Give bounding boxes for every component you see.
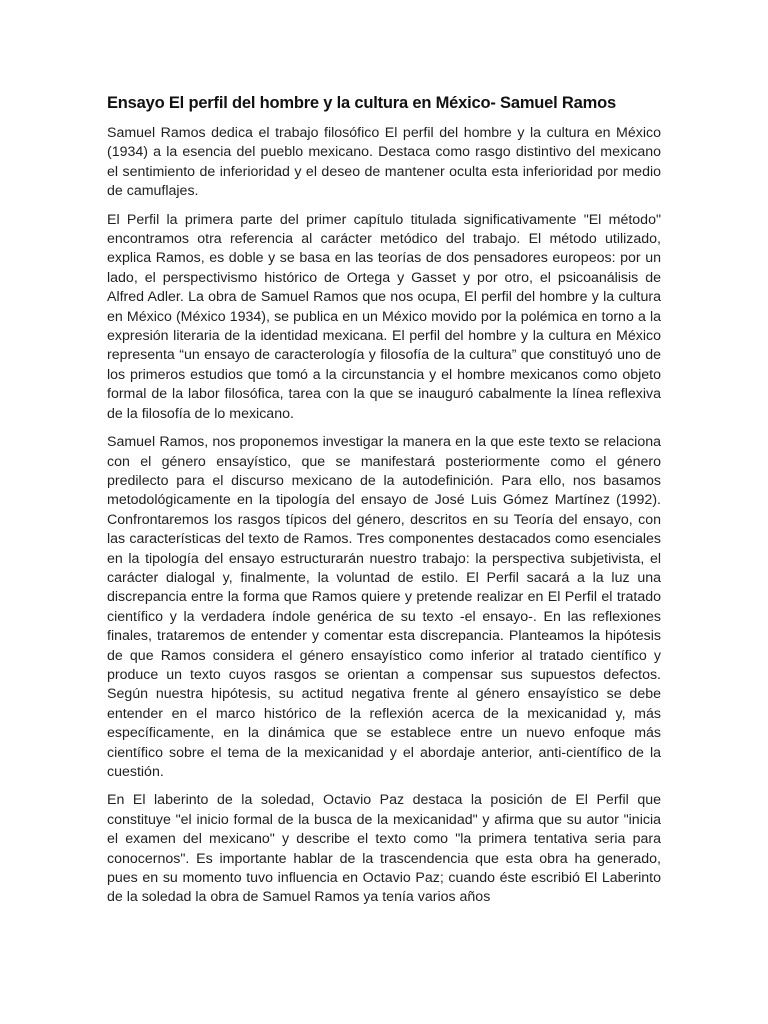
paragraph-octavio-paz: En El laberinto de la soledad, Octavio Paz destaca la posición de El Perfil que constituye "el inicio formal de la busca de la mexicanidad" y afirma que su autor "inicia el examen del mexicano" y describe el texto como "la primera tentativa seria para conocernos". Es importante hablar de la trascendencia que esta obra ha generado, pues en su momento tuvo influencia en Octavio Paz; cuando éste escribió El Laberinto de la soledad la obra de Samuel Ramos ya tenía varios años	[107, 792, 661, 906]
paragraph-intro: Samuel Ramos dedica el trabajo filosófico El perfil del hombre y la cultura en México (1934) a la esencia del pueblo mexicano. Destaca como rasgo distintivo del mexicano el sentimiento de inferioridad y el deseo de mantener oculta esta inferioridad por medio de camuflajes.	[107, 125, 661, 200]
paragraph-method: El Perfil la primera parte del primer capítulo titulada significativamente "El método" encontramos otra referencia al carácter metódico del trabajo. El método utilizado, explica Ramos, es doble y se basa en las teorías de dos pensadores europeos: por un lado, el perspectivismo histórico de Ortega y Gasset y por otro, el psicoanálisis de Alfred Adler. La obra de Samuel Ramos que nos ocupa, El perfil del hombre y la cultura en México (México 1934), se publica en un México movido por la polémica en torno a la expresión literaria de la identidad mexicana. El perfil del hombre y la cultura en México representa “un ensayo de caracterología y filosofía de la cultura” que constituyó uno de los primeros estudios que tomó a la circunstancia y el hombre mexicanos como objeto formal de la labor filosófica, tarea con la que se inauguró cabalmente la línea reflexiva de la filosofía de lo mexicano.	[107, 211, 661, 422]
paragraph-genre: Samuel Ramos, nos proponemos investigar la manera en la que este texto se relaciona con el género ensayístico, que se manifestará posteriormente como el género predilecto para el discurso mexicano de la autodefinición. Para ello, nos basamos metodológicamente en la tipología del ensayo de José Luis Gómez Martínez (1992). Confrontaremos los rasgos típicos del género, descritos en su Teoría del ensayo, con las características del texto de Ramos. Tres componentes destacados como esenciales en la tipología del ensayo estructurarán nuestro trabajo: la perspectiva subjetivista, el carácter dialogal y, finalmente, la voluntad de estilo. El Perfil sacará a la luz una discrepancia entre la forma que Ramos quiere y pretende realizar en El Perfil el tratado científico y la verdadera índole genérica de su texto -el ensayo-. En las reflexiones finales, trataremos de entender y comentar esta discrepancia. Planteamos la hipótesis de que Ramos considera el género ensayístico como inferior al tratado científico y produce un texto cuyos rasgos se orientan a compensar sus supuestos defectos. Según nuestra hipótesis, su actitud negativa frente al género ensayístico se debe entender en el marco histórico de la reflexión acerca de la mexicanidad y, más específicamente, en la dinámica que se establece entre un nuevo enfoque más científico sobre el tema de la mexicanidad y el abordaje anterior, anti-científico de la cuestión.	[107, 434, 661, 780]
document-page	[107, 93, 661, 916]
document-title: Ensayo El perfil del hombre y la cultura en México- Samuel Ramos	[107, 94, 616, 112]
